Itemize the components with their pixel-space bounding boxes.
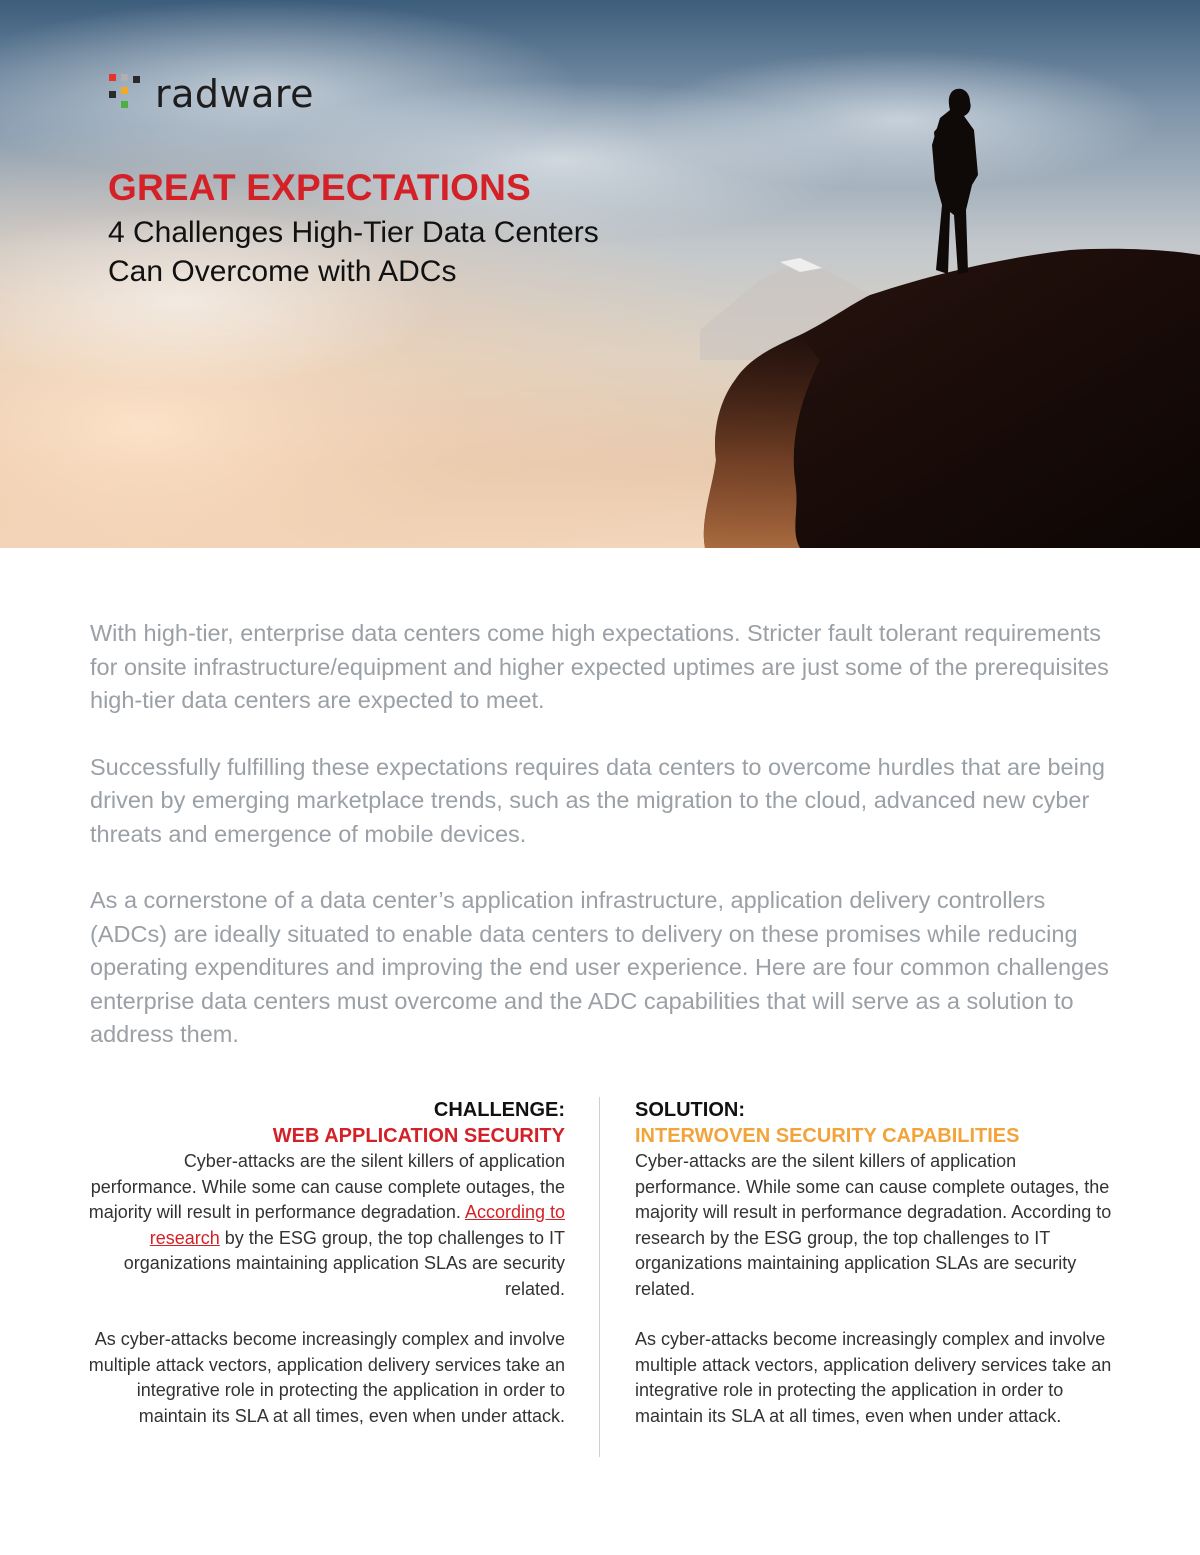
challenge-label: CHALLENGE: xyxy=(433,1099,565,1121)
logo-wordmark: radware xyxy=(155,72,315,116)
page-subtitle xyxy=(108,213,599,291)
challenge-heading: WEB APPLICATION SECURITY xyxy=(272,1125,565,1147)
challenge-text-before-link: Cyber-attacks are the silent killers of application performance. While some can cause complete outages, the majority will result in performance degradation. xyxy=(88,1151,565,1222)
challenge-text-after-link: by the ESG group, the top challenges to IT organizations maintaining application SLAs are security related. xyxy=(123,1227,565,1299)
intro-paragraph-2: Successfully fulfilling these expectations requires data centers to overcome hurdles that are being driven by emerging marketplace trends, such as the migration to the cloud, advanced new cyber threats and emergence of mobile devices. xyxy=(90,753,1105,847)
subtitle-line-1: 4 Challenges High-Tier Data Centers xyxy=(108,216,599,249)
intro-paragraph-3: As a cornerstone of a data center’s application infrastructure, application delivery controllers (ADCs) are ideally situated to enable data centers to delivery on these promises while reducing operating expenditures and improving the end user experience. Here are four common challenges enterprise data centers must overcome and the ADC capabilities that will serve as a solution to address them. xyxy=(90,887,1109,1047)
radware-logo xyxy=(93,70,314,118)
solution-paragraph-2: As cyber-attacks become increasingly complex and involve multiple attack vectors, application delivery services take an integrative role in protecting the application in order to maintain its SLA at all times, even when under attack. xyxy=(635,1329,1112,1426)
subtitle-line-2: Can Overcome with ADCs xyxy=(108,255,457,288)
research-link[interactable]: According to research xyxy=(149,1202,565,1248)
challenge-paragraph-1 xyxy=(85,1149,565,1302)
solution-label: SOLUTION: xyxy=(635,1099,745,1121)
solution-paragraph-1: Cyber-attacks are the silent killers of application performance. While some can cause complete outages, the majority will result in performance degradation. According to research by the ESG group, the top challenges to IT organizations maintaining application SLAs are security related. xyxy=(635,1151,1112,1299)
challenge-paragraph-2: As cyber-attacks become increasingly complex and involve multiple attack vectors, application delivery services take an integrative role in protecting the application in order to maintain its SLA at all times, even when under attack. xyxy=(88,1329,565,1426)
radware-logo-mark-icon xyxy=(93,71,151,117)
solution-heading: INTERWOVEN SECURITY CAPABILITIES xyxy=(635,1125,1020,1147)
challenge-column xyxy=(85,1097,565,1454)
page-title: GREAT EXPECTATIONS xyxy=(108,167,531,208)
intro-paragraph-1: With high-tier, enterprise data centers come high expectations. Stricter fault tolerant requirements for onsite infrastructure/equipment and higher expected uptimes are just some of the prerequisites high-tier data centers are expected to meet. xyxy=(90,620,1109,713)
hero-banner xyxy=(0,0,1200,548)
intro-section xyxy=(90,617,1120,1085)
column-divider xyxy=(599,1097,600,1457)
solution-column xyxy=(635,1097,1115,1454)
